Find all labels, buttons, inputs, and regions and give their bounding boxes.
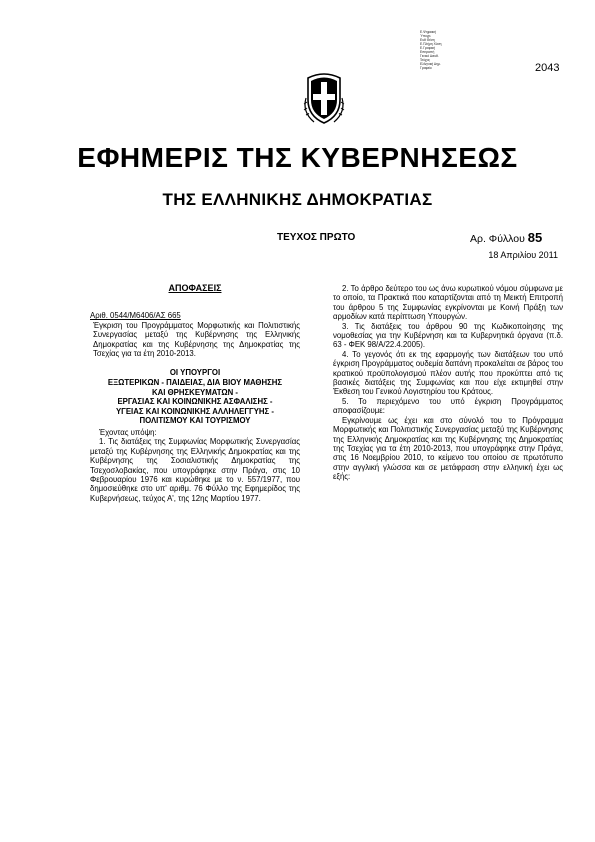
left-column [90, 284, 300, 503]
ministers-heading [90, 368, 300, 426]
paragraph: 1. Τις διατάξεις της Συμφωνίας Μορφωτικής Συνεργασίας μεταξύ της Κυβέρνησης της Ελληνικής Δημοκρατίας και της Κυβέρνησης της Σοσιαλιστικής Δημοκρατίας της Τσεχοσλοβακίας, που υπογράφηκε στην Πράγα, στις 10 Φεβρουαρίου 1976 και κυρώθηκε με το ν. 557/1977, που δημοσιεύθηκε στο υπ' αριθμ. 76 Φύλλο της Εφημερίδος της Κυβερνήσεως, τεύχος Α', της 12ης Μαρτίου 1977. [90, 437, 300, 503]
section-heading: ΑΠΟΦΑΣΕΙΣ [168, 283, 222, 293]
paragraph: Εγκρίνουμε ως έχει και στο σύνολό του το Πρόγραμμα Μορφωτικής και Πολιτιστικής Συνεργασίας μεταξύ της Κυβέρνησης της Ελληνικής Δημοκρατίας και της Κυβέρνησης της Δημοκρατίας της Τσεχίας για τα έτη 2010-2013, που υπογράφηκε στην Πράγα, στις 16 Νοεμβρίου 2010, το κείμενο του οποίου σε πρωτότυπο στην αγγλική γλώσσα και σε μετάφραση στην ελληνική έχει ως εξής: [333, 415, 563, 482]
ministers-line: ΠΟΛΙΤΙΣΜΟΥ ΚΑΙ ΤΟΥΡΙΣΜΟΥ [139, 416, 251, 426]
ministers-line: ΕΡΓΑΣΙΑΣ ΚΑΙ ΚΟΙΝΩΝΙΚΗΣ ΑΣΦΑΛΙΣΗΣ - [117, 397, 273, 407]
gazette-subtitle: ΤΗΣ ΕΛΛΗΝΙΚΗΣ ΔΗΜΟΚΡΑΤΙΑΣ [162, 190, 433, 209]
paragraph: 5. Το περιεχόμενο του υπό έγκριση Προγράμματος αποφασίζουμε: [333, 396, 563, 416]
ministers-line: ΥΓΕΙΑΣ ΚΑΙ ΚΟΙΝΩΝΙΚΗΣ ΑΛΛΗΛΕΓΓΥΗΣ - [115, 406, 275, 416]
issue-type: ΤΕΥΧΟΣ ΠΡΩΤΟ [277, 232, 356, 243]
paragraph: 3. Τις διατάξεις του άρθρου 90 της Κωδικοποίησης της νομοθεσίας για την Κυβέρνηση και τα Κυβερνητικά όργανα (π.δ. 63 - ΦΕΚ 98/Α/22.4.2005). [333, 321, 563, 350]
ministers-line: ΕΞΩΤΕΡΙΚΩΝ - ΠΑΙΔΕΙΑΣ, ΔΙΑ ΒΙΟΥ ΜΑΘΗΣΗΣ [107, 378, 283, 388]
having-regard: Έχοντας υπόψη: [99, 428, 157, 437]
corner-publisher-note [420, 30, 480, 70]
corner-note-line: Ευθ Θέση [420, 38, 435, 42]
sheet-label: Αρ. Φύλλου [470, 233, 525, 245]
corner-note-line: Ε.Γραφική [420, 46, 436, 50]
paragraph: 2. Το άρθρο δεύτερο του ως άνω κυρωτικού νόμου σύμφωνα με το οποίο, τα Πρακτικά που καταρτίζονται από τη Μεικτή Επιτροπή του άρθρου 5 της Συμφωνίας εγκρίνονται με Κοινή Πράξη των αρμοδίων κατά περίπτωση Υπουργών. [333, 284, 563, 322]
corner-note-line: Ελληνική Δημ. [420, 62, 441, 66]
sheet-value: 85 [527, 230, 543, 245]
page-number: 2043 [535, 62, 560, 74]
gazette-title: ΕΦΗΜΕΡΙΣ ΤΗΣ ΚΥΒΕΡΝΗΣΕΩΣ [77, 142, 518, 173]
paragraph: 4. Το γεγονός ότι εκ της εφαρμογής των διατάξεων του υπό έγκριση Προγράμματος ουδεμία δαπάνη προκαλείται σε βάρος του κρατικού προϋπολογισμού πλέον αυτής που προκύπτει από τις βασικές διατάξεις της Συμφωνίας και που είχε εκτιμηθεί στην Έκθεση του Γενικού Λογιστηρίου του Κράτους. [333, 349, 563, 397]
decision-number: Αριθ. 0544/Μ6406/ΑΣ 665 [90, 311, 181, 321]
sheet-number [470, 230, 542, 245]
corner-note-line: Ε.Ψηφιακή [420, 30, 436, 34]
corner-note-line: Ύπογρ. [420, 34, 432, 38]
decision-title: Έγκριση του Προγράμματος Μορφωτικής και Πολιτιστικής Συνεργασίας μεταξύ της Κυβέρνησης της Ελληνικής Δημοκρατίας και της Κυβέρνησης της Δημοκρατίας της Τσεχίας για τα έτη 2010-2013. [93, 320, 300, 359]
corner-note-line: Επιτροπή [420, 50, 435, 54]
corner-note-line: Τεύχος [420, 58, 430, 62]
issue-date: 18 Απριλίου 2011 [488, 250, 558, 260]
ministers-line: ΚΑΙ ΘΡΗΣΚΕΥΜΑΤΩΝ - [152, 387, 238, 397]
ministers-line: ΟΙ ΥΠΟΥΡΓΟΙ [169, 368, 221, 378]
corner-note-line: Ε.Πλήρη Χύση [420, 42, 442, 46]
corner-note-line: Γενικό Διευθ. [420, 54, 439, 58]
greek-coat-of-arms-icon [300, 68, 348, 126]
right-column [333, 284, 563, 482]
corner-note-line: Γραφείο [420, 66, 432, 70]
